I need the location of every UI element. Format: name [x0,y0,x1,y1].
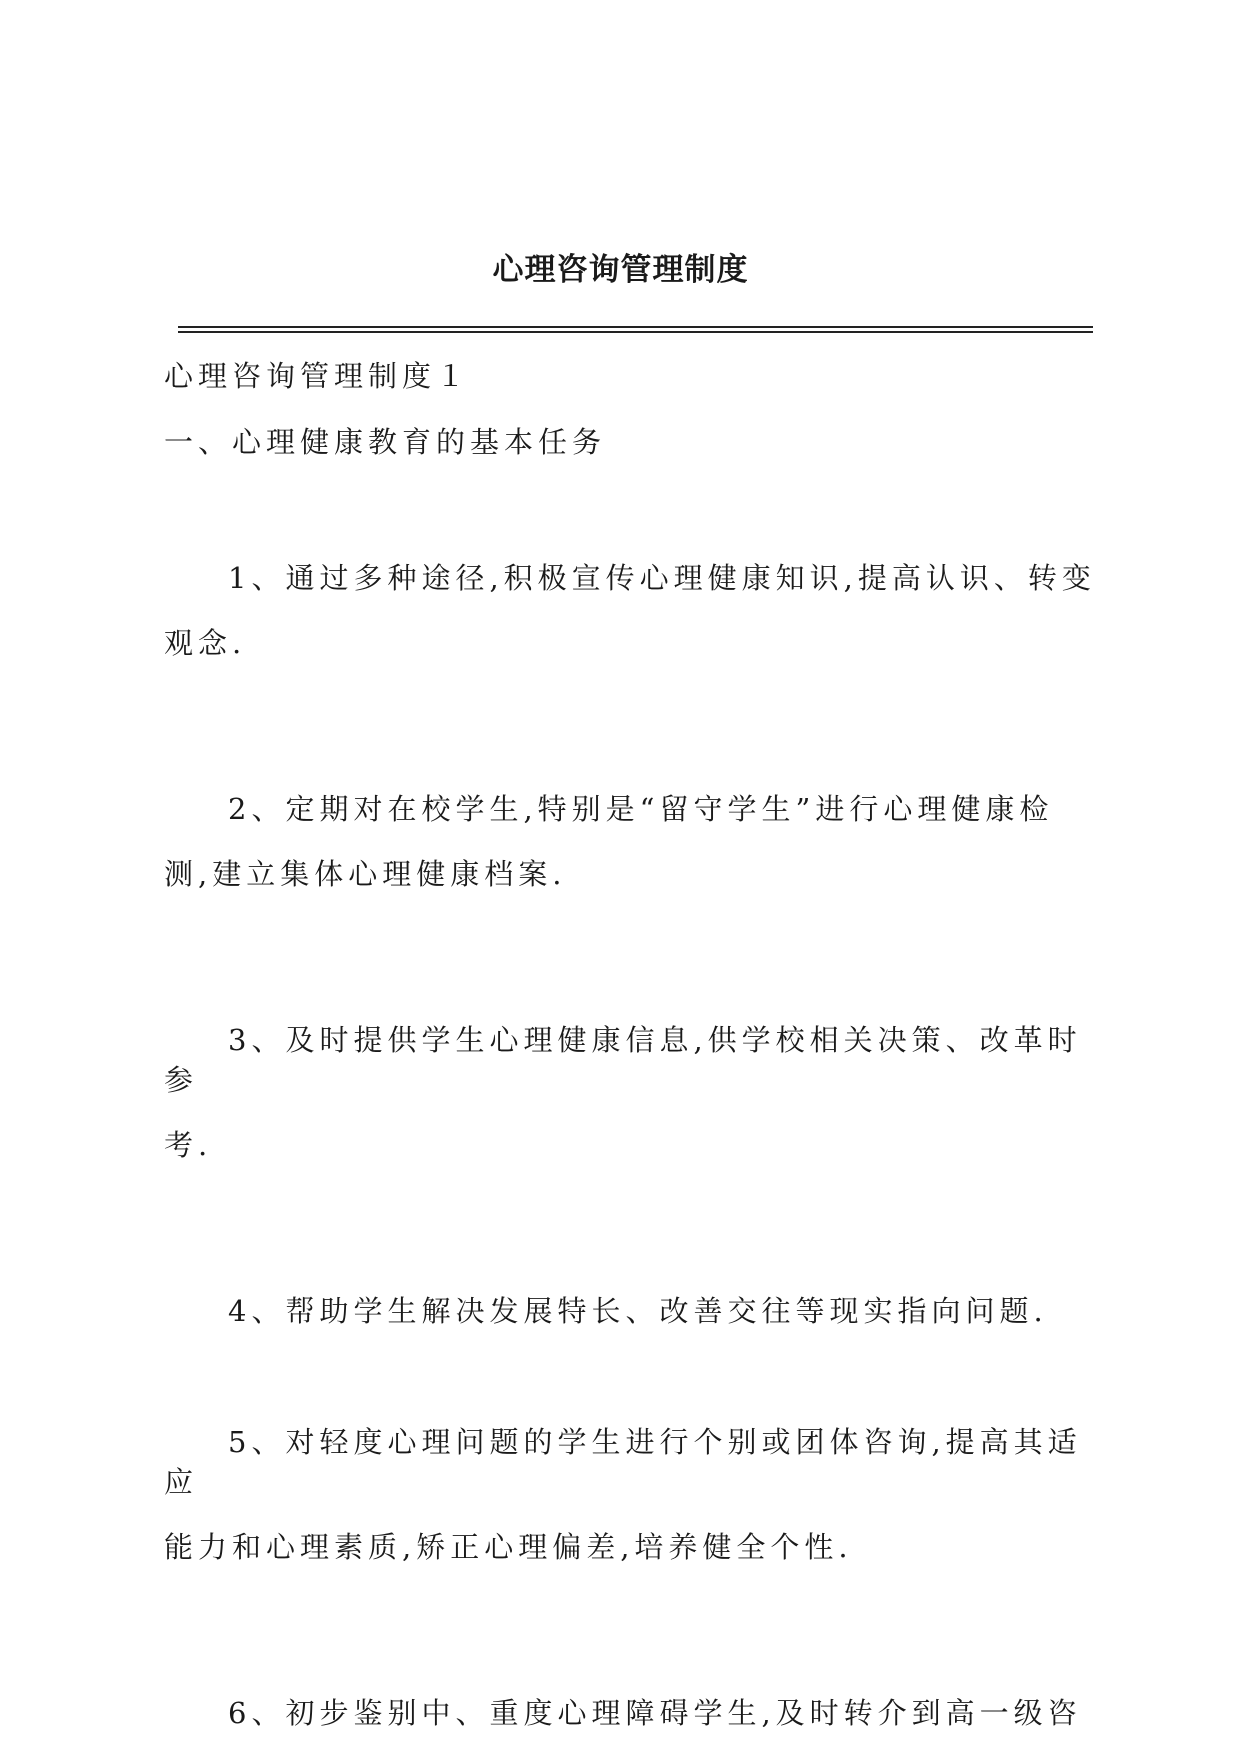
list-item-line: 考. [164,1128,213,1162]
list-item-line: 测,建立集体心理健康档案. [164,857,567,891]
list-item [164,558,1099,663]
title-rule-bottom [178,331,1093,333]
section-heading: 一、心理健康教育的基本任务 [164,425,607,459]
list-item-line: 2、定期对在校学生,特别是“留守学生”进行心理健康检 [228,792,1054,826]
document-body [164,356,1099,1733]
list-item [164,789,1099,894]
list-item-line: 3、及时提供学生心理健康信息,供学校相关决策、改革时参 [164,1023,1082,1097]
document-title: 心理咨询管理制度 [492,252,749,288]
title-rule-top [178,326,1093,328]
list-item-line: 6、初步鉴别中、重度心理障碍学生,及时转介到高一级咨 [228,1696,1082,1730]
list-item-line: 1、通过多种途径,积极宣传心理健康知识,提高认识、转变 [228,561,1096,595]
list-item [164,1291,1099,1331]
list-item [164,1020,1099,1165]
list-item-line: 4、帮助学生解决发展特长、改善交往等现实指向问题. [228,1294,1048,1328]
list-item [164,1693,1099,1733]
document-subtitle: 心理咨询管理制度１ [164,359,471,393]
list-item [164,1422,1099,1567]
list-item-line: 能力和心理素质,矫正心理偏差,培养健全个性. [164,1530,853,1564]
list-item-line: 观念. [164,626,247,660]
list-item-line: 5、对轻度心理问题的学生进行个别或团体咨询,提高其适应 [164,1425,1082,1499]
